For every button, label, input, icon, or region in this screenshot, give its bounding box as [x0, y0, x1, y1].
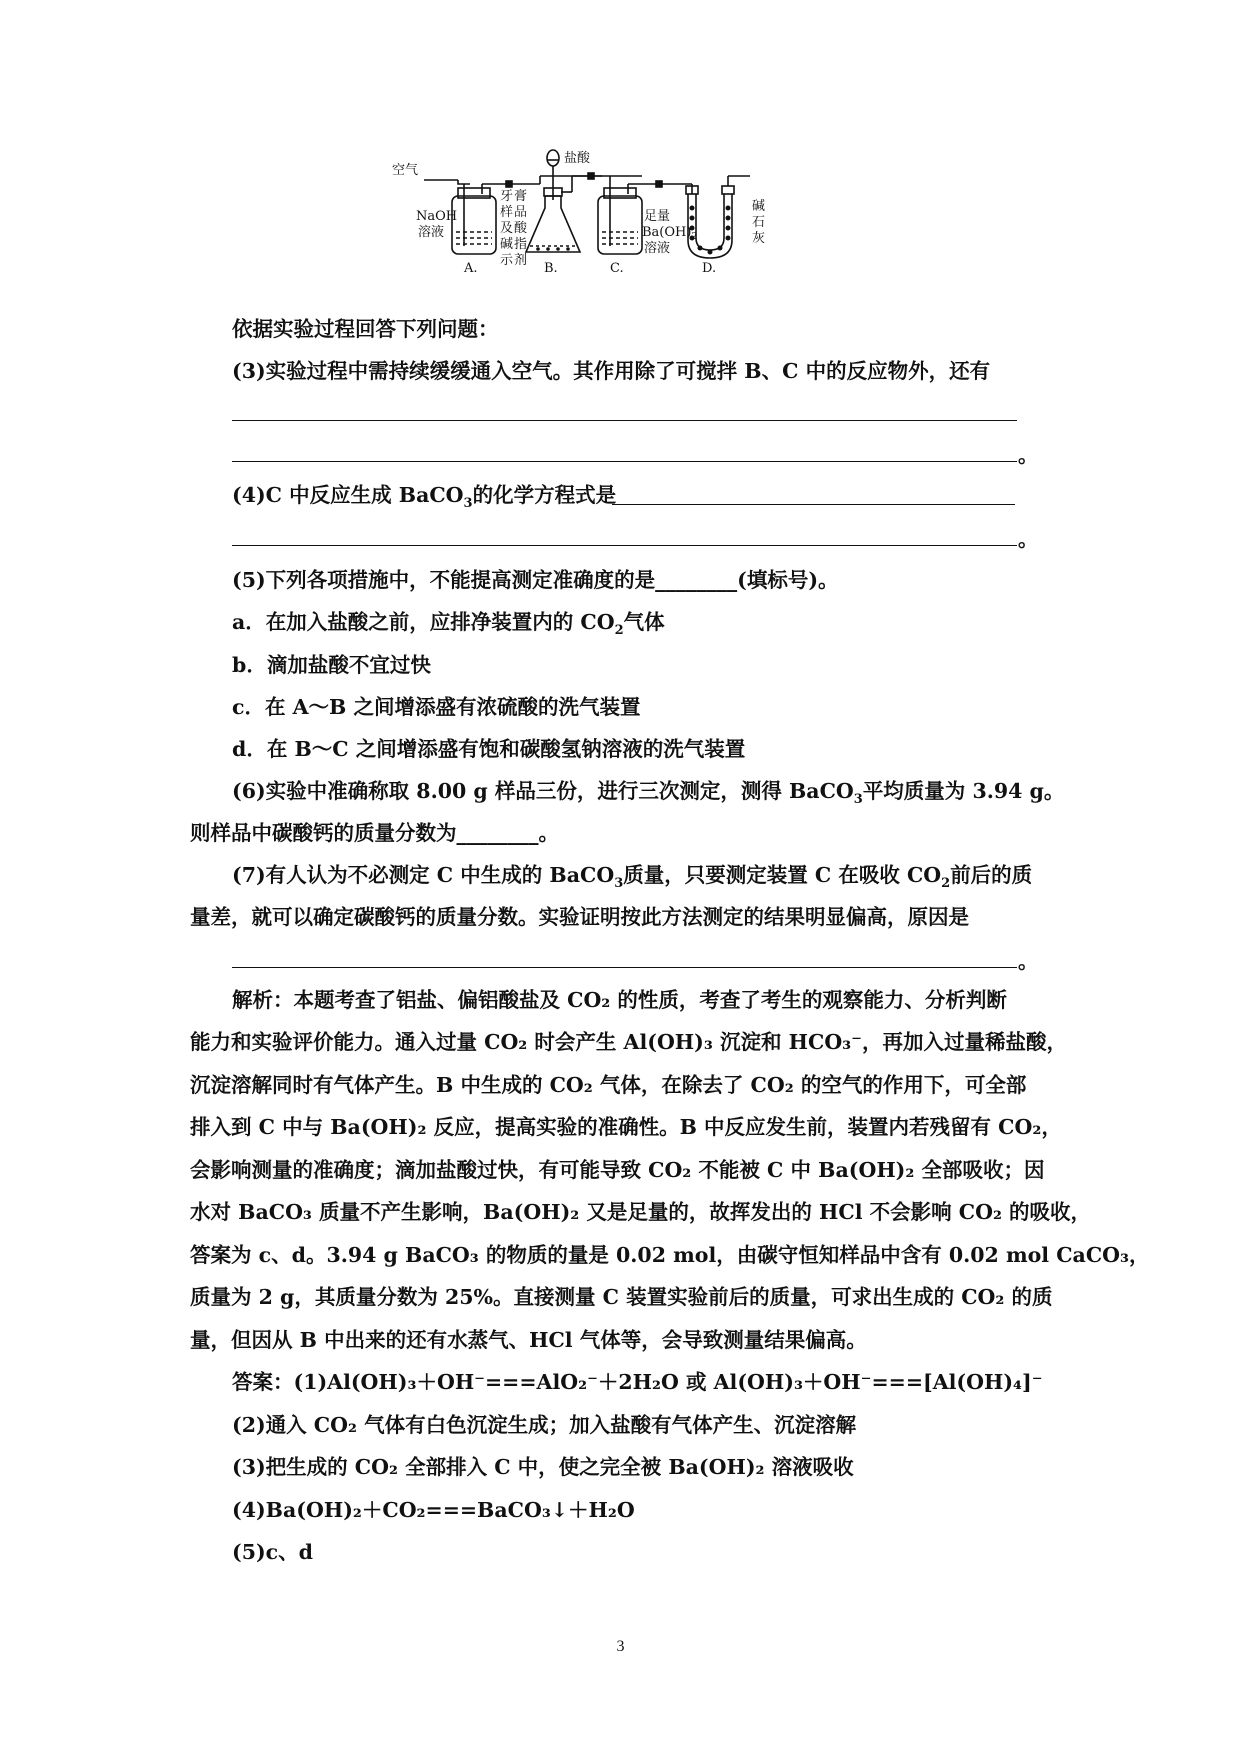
page-number: 3 — [616, 1638, 625, 1655]
label-a: A. — [464, 261, 478, 276]
answer-line-4a — [612, 504, 1015, 505]
label-sample-2: 膏 — [514, 189, 528, 204]
option-d: d．在 B～C 之间增添盛有饱和碳酸氢钠溶液的洗气装置 — [232, 737, 746, 761]
analysis-line-8: 质量为 2 g，其质量分数为 25%。直接测量 C 装置实验前后的质量，可求出生成的 CO₂ 的质 — [190, 1285, 1053, 1309]
question-4: (4)C 中反应生成 BaCO$_3$的化学方程式是 — [232, 483, 617, 512]
label-naoh: NaOH — [416, 209, 458, 224]
answer-line-4b — [232, 545, 1017, 546]
analysis-line-5: 会影响测量的准确度；滴加盐酸过快，有可能导致 CO₂ 不能被 C 中 Ba(OH)₂ 全部吸收；因 — [190, 1158, 1045, 1182]
period-3: 。 — [1018, 443, 1038, 467]
label-air: 空气 — [392, 163, 419, 178]
answer-line-3a — [232, 420, 1017, 421]
label-baoh-2: $Ba(OH)_2$ — [642, 225, 698, 242]
apparatus-diagram — [392, 148, 870, 308]
answer-4: (4)Ba(OH)₂＋CO₂===BaCO₃↓＋H₂O — [232, 1498, 635, 1522]
question-6-line-1: (6)实验中准确称取 8.00 g 样品三份，进行三次测定，测得 BaCO$_3$平均质量为 3.94 g。 — [232, 779, 1065, 808]
label-sample-6: 酸 — [514, 221, 528, 236]
label-baoh-1: 足量 — [644, 209, 671, 224]
question-3: (3)实验过程中需持续缓缓通入空气。其作用除了可搅拌 B、C 中的反应物外，还有 — [232, 359, 991, 383]
label-sample-8: 指 — [514, 237, 528, 252]
label-sample-3: 样 — [500, 205, 514, 220]
label-sample-4: 品 — [514, 205, 528, 220]
label-c: C. — [610, 261, 624, 276]
question-5: (5)下列各项措施中，不能提高测定准确度的是________(填标号)。 — [232, 568, 839, 592]
question-7-line-1: (7)有人认为不必测定 C 中生成的 BaCO$_3$质量，只要测定装置 C 在吸收 $CO_2$前后的质 — [232, 863, 1033, 892]
analysis-line-9: 量，但因从 B 中出来的还有水蒸气、HCl 气体等，会导致测量结果偏高。 — [190, 1328, 867, 1352]
period-4: 。 — [1018, 527, 1038, 551]
intro-text: 依据实验过程回答下列问题： — [232, 317, 499, 341]
answer-line-7 — [232, 967, 1017, 968]
option-c: c．在 A～B 之间增添盛有浓硫酸的洗气装置 — [232, 695, 641, 719]
option-a: a．在加入盐酸之前，应排净装置内的 $CO_2$气体 — [232, 610, 665, 639]
label-sample-7: 碱 — [500, 237, 514, 252]
label-baoh-3: 溶液 — [644, 241, 671, 256]
label-sample-9: 示 — [500, 253, 514, 268]
answer-2: (2)通入 CO₂ 气体有白色沉淀生成；加入盐酸有气体产生、沉淀溶解 — [232, 1413, 857, 1437]
question-7-line-2: 量差，就可以确定碳酸钙的质量分数。实验证明按此方法测定的结果明显偏高，原因是 — [190, 905, 969, 929]
label-acid: 盐酸 — [564, 151, 591, 166]
label-sample-5: 及 — [500, 221, 514, 236]
label-d: D. — [702, 261, 717, 276]
analysis-line-7: 答案为 c、d。3.94 g BaCO₃ 的物质的量是 0.02 mol，由碳守恒知样品中含有 0.02 mol CaCO₃， — [190, 1243, 1150, 1267]
label-lime-1: 碱 — [752, 199, 766, 214]
label-b: B. — [544, 261, 558, 276]
label-sample-10: 剂 — [514, 253, 528, 268]
option-b: b．滴加盐酸不宜过快 — [232, 653, 431, 677]
period-7: 。 — [1018, 949, 1038, 973]
answer-3: (3)把生成的 CO₂ 全部排入 C 中，使之完全被 Ba(OH)₂ 溶液吸收 — [232, 1455, 854, 1479]
label-sample-1: 牙 — [500, 189, 514, 204]
analysis-line-1: 解析：本题考查了铝盐、偏铝酸盐及 CO₂ 的性质，考查了考生的观察能力、分析判断 — [232, 988, 1007, 1012]
analysis-line-4: 排入到 C 中与 Ba(OH)₂ 反应，提高实验的准确性。B 中反应发生前，装置内若残留有 CO₂， — [190, 1115, 1062, 1139]
label-lime-3: 灰 — [752, 231, 766, 246]
analysis-line-6: 水对 BaCO₃ 质量不产生影响，Ba(OH)₂ 又是足量的，故挥发出的 HCl 不会影响 CO₂ 的吸收， — [190, 1200, 1092, 1224]
analysis-line-2: 能力和实验评价能力。通入过量 CO₂ 时会产生 Al(OH)₃ 沉淀和 HCO₃⁻，再加入过量稀盐酸， — [190, 1030, 1067, 1054]
answer-5: (5)c、d — [232, 1540, 313, 1564]
answer-line-3b — [232, 461, 1017, 462]
question-6-line-2: 则样品中碳酸钙的质量分数为________。 — [190, 821, 559, 845]
analysis-line-3: 沉淀溶解同时有气体产生。B 中生成的 CO₂ 气体，在除去了 CO₂ 的空气的作用下，可全部 — [190, 1073, 1027, 1097]
label-lime-2: 石 — [752, 215, 766, 230]
answer-1: 答案：(1)Al(OH)₃＋OH⁻===AlO₂⁻＋2H₂O 或 Al(OH)₃＋OH⁻===[Al(OH)₄]⁻ — [232, 1370, 1043, 1394]
label-naoh-solution: 溶液 — [418, 225, 445, 240]
